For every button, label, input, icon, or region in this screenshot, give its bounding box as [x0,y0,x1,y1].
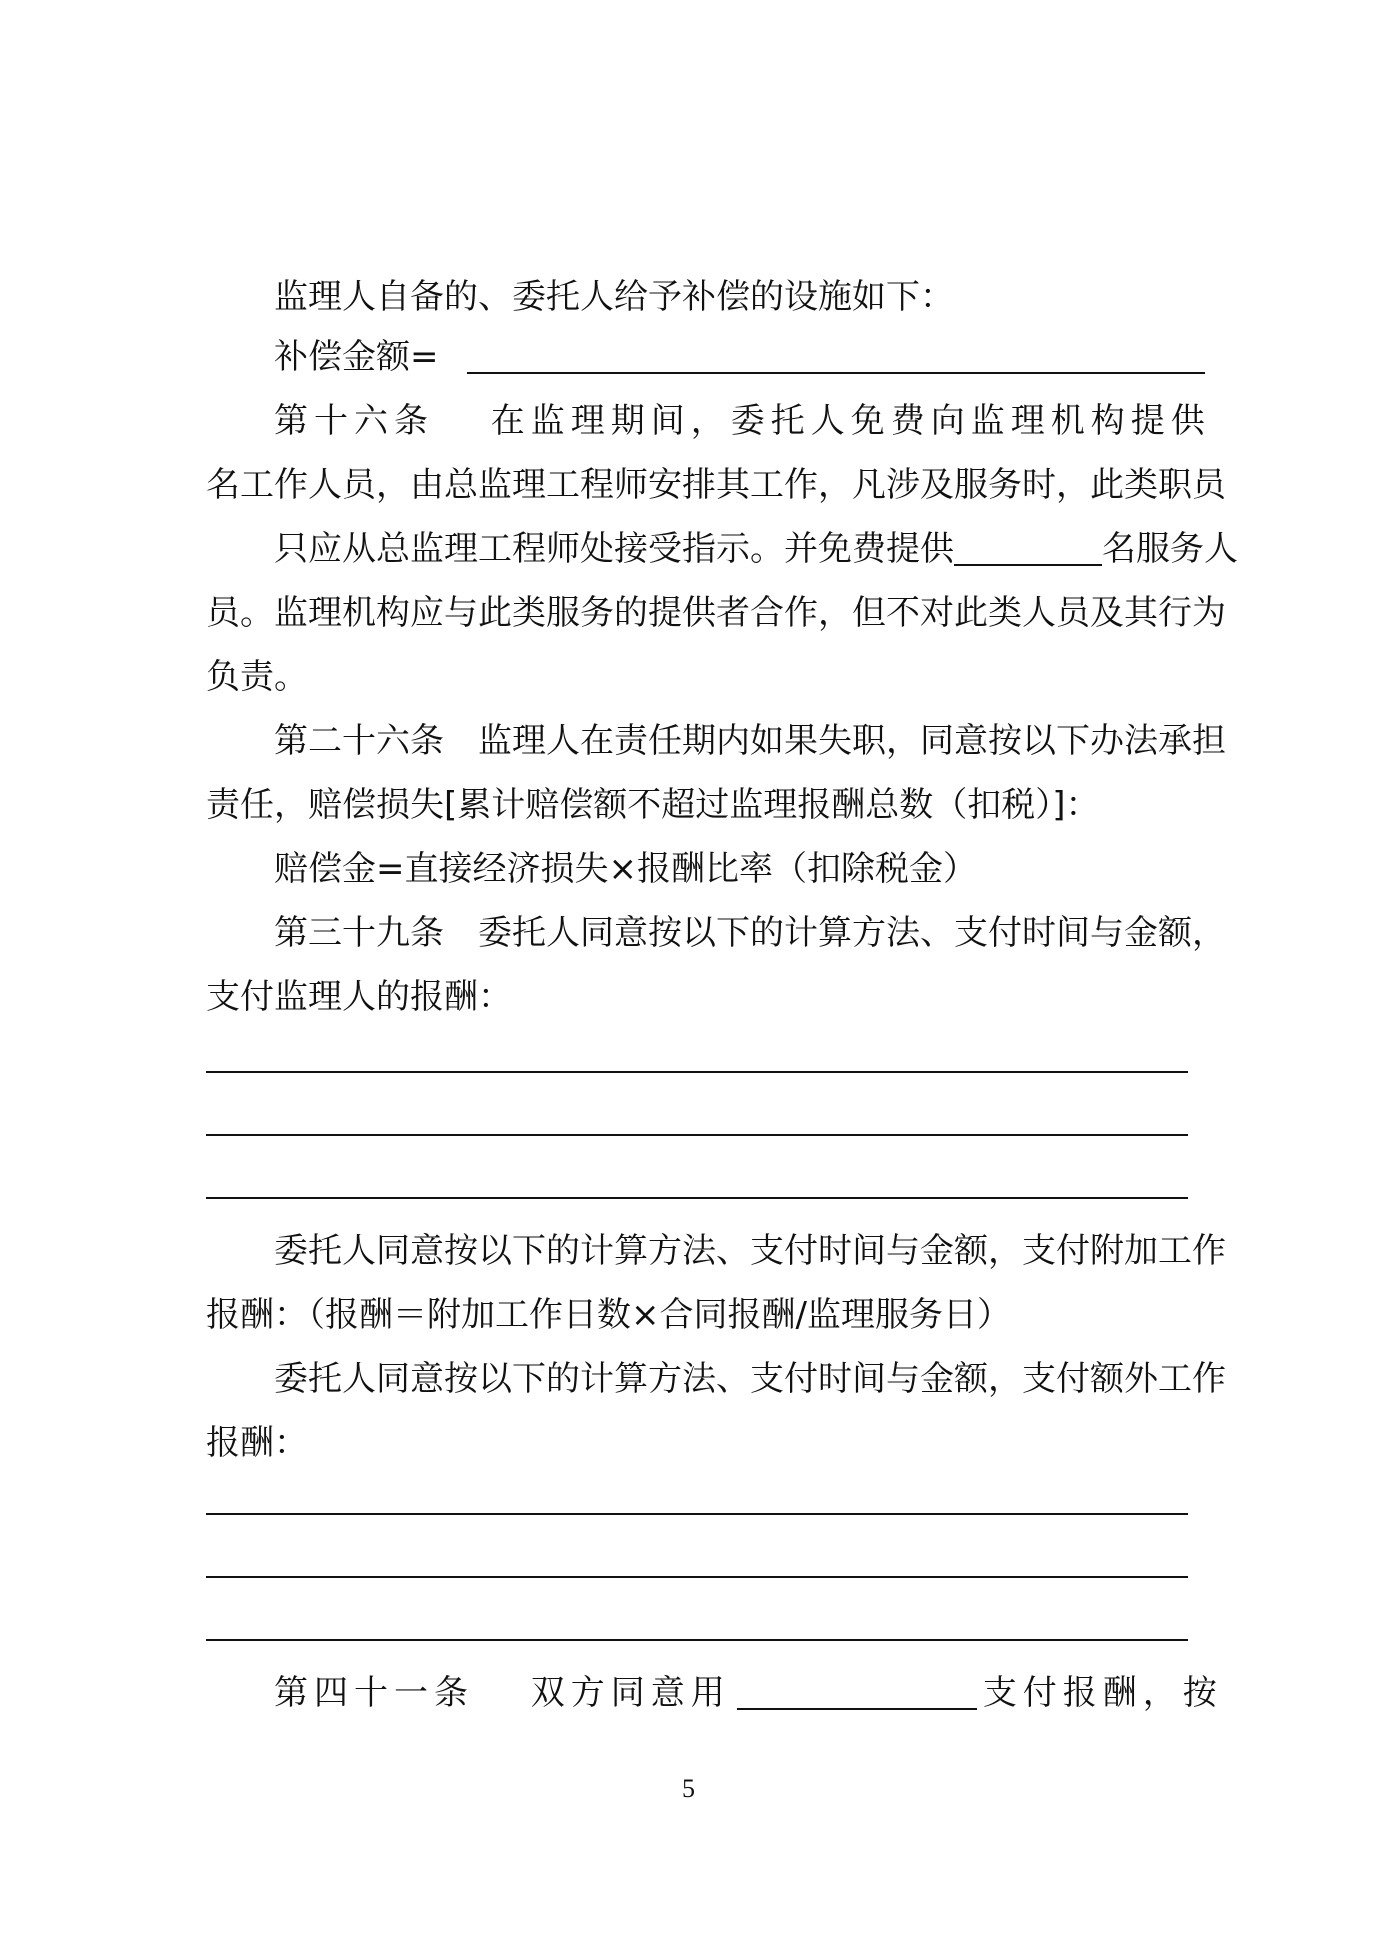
article-16-line-5: 负责。 [206,657,308,697]
article-26-line-2: 责任，赔偿损失[累计赔偿额不超过监理报酬总数（扣税）]： [206,785,1100,825]
article-39-line-2: 支付监理人的报酬： [206,977,512,1017]
payment-currency-blank[interactable] [737,1672,977,1710]
article-41-suffix: 支付报酬，按 [982,1673,1223,1713]
article-39-line-1: 第三十九条 委托人同意按以下的计算方法、支付时间与金额， [274,913,1226,953]
article-16-line-3 [206,517,1238,581]
article-16-line-3-text: 只应从总监理工程师处接受指示。并免费提供 [274,529,954,569]
article-26-formula: 赔偿金=直接经济损失×报酬比率（扣除税金） [274,849,977,889]
additional-work-line-2: 报酬：（报酬＝附加工作日数×合同报酬/监理服务日） [206,1295,1011,1335]
service-staff-count-blank[interactable] [954,528,1102,566]
compensation-amount-blank[interactable] [467,336,1205,374]
fill-line-1[interactable] [206,1071,1188,1073]
facilities-intro: 监理人自备的、委托人给予补偿的设施如下： [274,277,954,317]
article-16-line-3-suffix: 名服务人 [1102,529,1238,569]
page-number: 5 [682,1774,695,1803]
fill-line-5[interactable] [206,1576,1188,1578]
article-41-text: 第四十一条 双方同意用 [274,1673,731,1713]
fill-line-6[interactable] [206,1639,1188,1641]
extra-work-line-1: 委托人同意按以下的计算方法、支付时间与金额，支付额外工作 [274,1359,1226,1399]
article-41-line [206,1661,1223,1725]
fill-line-3[interactable] [206,1197,1188,1199]
article-16-line-2: 名工作人员，由总监理工程师安排其工作，凡涉及服务时，此类职员 [206,465,1226,505]
additional-work-line-1: 委托人同意按以下的计算方法、支付时间与金额，支付附加工作 [274,1231,1226,1271]
article-16-line-1: 第十六条 在监理期间，委托人免费向监理机构提供 [274,401,1211,441]
article-26-line-1: 第二十六条 监理人在责任期内如果失职，同意按以下办法承担 [274,721,1226,761]
compensation-label: 补偿金额= [274,337,439,377]
article-16-line-4: 员。监理机构应与此类服务的提供者合作，但不对此类人员及其行为 [206,593,1226,633]
extra-work-line-2: 报酬： [206,1423,308,1463]
fill-line-2[interactable] [206,1134,1188,1136]
fill-line-4[interactable] [206,1513,1188,1515]
compensation-line [206,325,1188,389]
